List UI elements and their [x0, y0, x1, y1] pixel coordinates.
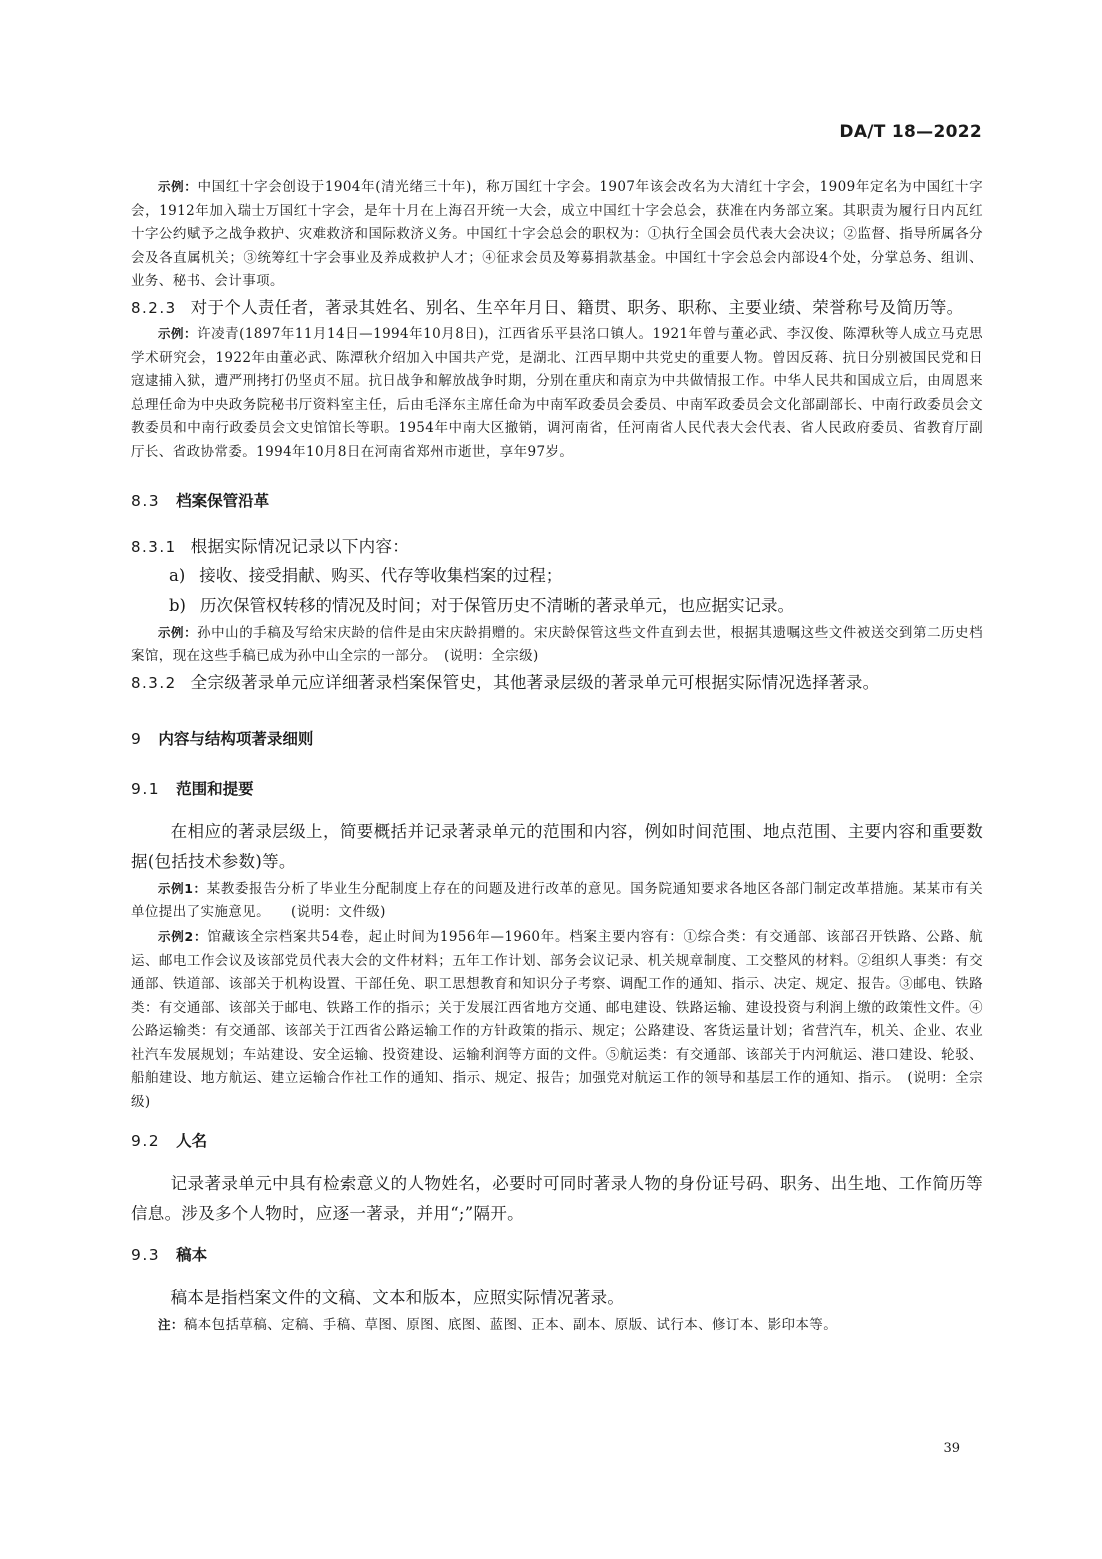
heading-number: 9.1 [131, 779, 161, 798]
list-marker: a) [169, 565, 186, 585]
example-8-2-2 [131, 175, 983, 294]
example-text: 馆藏该全宗档案共54卷，起止时间为1956年—1960年。档案主要内容有：①综合类：有交通部、该部召开铁路、公路、航运、邮电工作会议及该部党员代表大会的文件材料；五年工作计划、部务会议记录、机关规章制度、工交整风的材料。②组织人事类：有交通部、铁道部、该部关于机构设置、干部任免、职工思想教育和知识分子考察、调配工作的通知、指示、决定、规定、报告。③邮电、铁路类：有交通部、该部关于邮电、铁路工作的指示；关于发展江西省地方交通、邮电建设、铁路运输、建设投资与利润上缴的政策性文件。④公路运输类：有交通部、该部关于江西省公路运输工作的方针政策的指示、规定；公路建设、客货运量计划；省营汽车，机关、企业、农业社汽车发展规划；车站建设、安全运输、投资建设、运输利润等方面的文件。⑤航运类：有交通部、该部关于内河航运、港口建设、轮驳、船舶建设、地方航运、建立运输合作社工作的通知、指示、规定、报告；加强党对航运工作的领导和基层工作的通知、指示。 (说明：全宗级) [131, 928, 983, 1111]
list-item-a [131, 561, 983, 591]
paragraph-9-2: 记录著录单元中具有检索意义的人物姓名，必要时可同时著录人物的身份证号码、职务、出生地、工作简历等信息。涉及多个人物时，应逐一著录，并用“;”隔开。 [131, 1173, 983, 1223]
list-marker: b) [169, 595, 186, 615]
heading-title: 范围和提要 [176, 779, 254, 798]
paragraph-9-3: 稿本是指档案文件的文稿、文本和版本，应照实际情况著录。 [170, 1287, 625, 1307]
example-text: 许凌青(1897年11月14日—1994年10月8日)，江西省乐平县洺口镇人。1921年曾与董必武、李汉俊、陈潭秋等人成立马克思学术研究会，1922年由董必武、陈潭秋介绍加入中国共产党，是湖北、江西早期中共党史的重要人物。曾因反蒋、抗日分别被国民党和日寇逮捕入狱，遭严刑拷打仍坚贞不屈。抗日战争和解放战争时期，分别在重庆和南京为中共做情报工作。中华人民共和国成立后，由周恩来总理任命为中央政务院秘书厅资料室主任，后由毛泽东主席任命为中南军政委员会委员、中南军政委员会文化部副部长、中南行政委员会文教委员和中南行政委员会文史馆馆长等职。1954年中南大区撤销，调河南省，任河南省人民代表大会代表、省人民政府委员、省教育厅副厅长、省政协常委。1994年10月8日在河南省郑州市逝世，享年97岁。 [131, 325, 983, 460]
clause-number: 8.2.3 [131, 298, 177, 317]
note-9-3 [131, 1313, 983, 1338]
page-number: 39 [943, 1441, 960, 1456]
example-text: 某教委报告分析了毕业生分配制度上存在的问题及进行改革的意见。国务院通知要求各地区各部门制定改革措施。某某市有关单位提出了实施意见。 (说明：文件级) [131, 880, 983, 921]
heading-title: 人名 [176, 1131, 208, 1150]
note-label: 注： [158, 1316, 184, 1332]
list-text: 历次保管权转移的情况及时间；对于保管历史不清晰的著录单元，也应据实记录。 [200, 595, 794, 615]
heading-8-3 [131, 487, 983, 515]
heading-title: 稿本 [176, 1245, 208, 1264]
example-label: 示例： [158, 179, 198, 194]
heading-number: 9.3 [131, 1245, 161, 1264]
heading-number: 9.2 [131, 1131, 161, 1150]
clause-text: 对于个人责任者，著录其姓名、别名、生卒年月日、籍贯、职务、职称、主要业绩、荣誉称号及简历等。 [190, 297, 964, 317]
example-9-1-2 [131, 925, 983, 1115]
heading-title: 内容与结构项著录细则 [158, 729, 314, 748]
example-label: 示例： [158, 624, 198, 640]
heading-9-2 [131, 1127, 983, 1155]
document-code: DA/T 18—2022 [839, 122, 982, 142]
example-text: 孙中山的手稿及写给宋庆龄的信件是由宋庆龄捐赠的。宋庆龄保管这些文件直到去世，根据其遗嘱这些文件被送交到第二历史档案馆，现在这些手稿已成为孙中山全宗的一部分。 (说明：全宗级) [131, 624, 983, 665]
example-9-1-1 [131, 877, 983, 925]
heading-9-1 [131, 775, 983, 803]
clause-8-2-3 [131, 294, 983, 322]
heading-number: 9 [131, 729, 143, 748]
example-label: 示例： [158, 325, 198, 341]
list-item-b [131, 591, 983, 621]
clause-text: 全宗级著录单元应详细著录档案保管史，其他著录层级的著录单元可根据实际情况选择著录。 [190, 672, 880, 692]
example-label: 示例2： [158, 928, 208, 944]
example-text: 中国红十字会创设于1904年(清光绪三十年)，称万国红十字会。1907年该会改名为大清红十字会，1909年定名为中国红十字会，1912年加入瑞士万国红十字会，是年十月在上海召开统一大会，成立中国红十字会总会，获准在内务部立案。其职责为履行日内瓦红十字公约赋予之战争救护、灾难救济和国际救济义务。中国红十字会总会的职权为：①执行全国会员代表大会决议；②监督、指导所属各分会及各直属机关；③统筹红十字会事业及养成救护人才；④征求会员及筹募捐款基金。中国红十字会总会内部设4个处，分掌总务、组训、业务、秘书、会计事项。 [131, 179, 983, 290]
note-text: 稿本包括草稿、定稿、手稿、草图、原图、底图、蓝图、正本、副本、原版、试行本、修订本、影印本等。 [183, 1316, 838, 1333]
clause-text: 根据实际情况记录以下内容： [190, 536, 410, 556]
example-8-2-3 [131, 322, 983, 465]
example-8-3-1 [131, 621, 983, 669]
clause-number: 8.3.2 [131, 673, 177, 692]
clause-number: 8.3.1 [131, 537, 177, 556]
clause-8-3-1 [131, 533, 983, 561]
heading-title: 档案保管沿革 [176, 491, 270, 510]
heading-9-3 [131, 1241, 983, 1269]
list-text: 接收、接受捐献、购买、代存等收集档案的过程； [199, 565, 563, 585]
paragraph-9-1: 在相应的著录层级上，简要概括并记录著录单元的范围和内容，例如时间范围、地点范围、主要内容和重要数据(包括技术参数)等。 [131, 821, 983, 871]
heading-number: 8.3 [131, 491, 161, 510]
page-content [131, 175, 983, 1337]
example-label: 示例1： [158, 880, 207, 896]
heading-9 [131, 725, 983, 753]
clause-8-3-2 [131, 669, 983, 697]
